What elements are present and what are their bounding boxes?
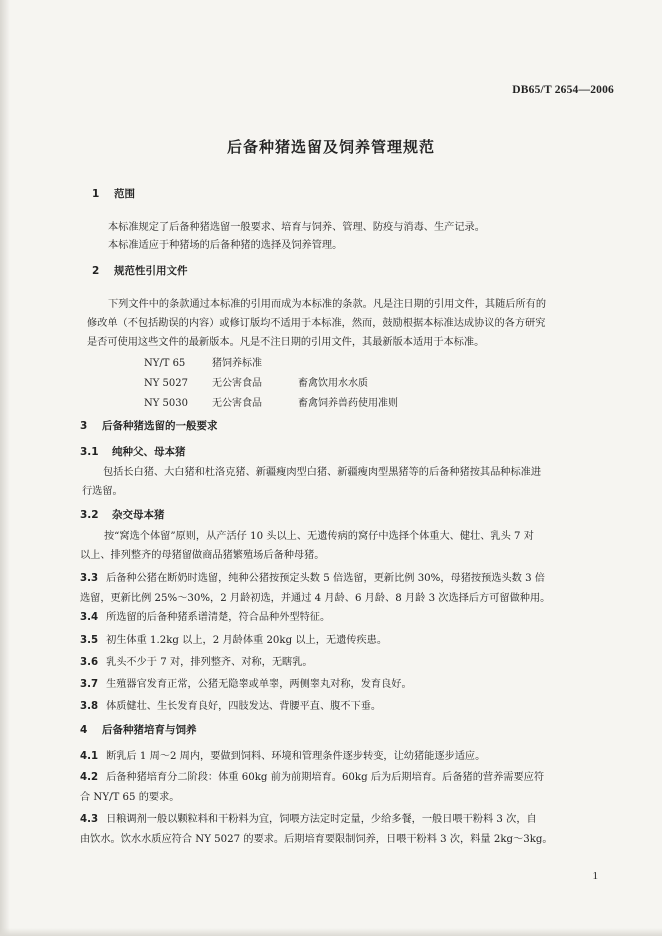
reference-title: 猪饲养标准	[212, 358, 262, 369]
clause-3-6	[80, 653, 313, 672]
page-number: 1	[592, 870, 598, 882]
reference-code: NY 5030	[144, 398, 188, 409]
paragraph-line: 行选留。	[82, 486, 123, 497]
clause-number: 3.8	[80, 701, 99, 712]
clause-3-7	[80, 675, 412, 694]
clause-number: 3.5	[80, 635, 99, 646]
paragraph-line: 后备种公猪在断奶时选留，纯种公猪按预定头数 5 倍选留，更新比例 30%，母猪按预选头数 3 倍	[106, 573, 545, 584]
reference-title: 无公害食品	[212, 378, 262, 389]
paragraph-line: 合 NY/T 65 的要求。	[80, 792, 180, 803]
clause-text: 生殖器官发育正常，公猪无隐睾或单睾，两侧睾丸对称，发育良好。	[106, 679, 412, 690]
subsection-title: 纯种父、母本猪	[112, 446, 186, 458]
section-number: 1	[92, 188, 100, 200]
clause-number: 4.1	[80, 751, 99, 762]
clause-number: 4.2	[80, 772, 99, 783]
paragraph-line: 日粮调剂一般以颗粒料和干粉料为宜，饲喂方法定时定量，少给多餐，一般日喂干粉料 3 次，自	[106, 814, 537, 825]
clause-text: 断乳后 1 周～2 周内，要做到饲料、环境和管理条件逐步转变，让幼猪能逐步适应。	[106, 751, 486, 762]
document-title: 后备种猪选留及饲养管理规范	[226, 138, 435, 156]
paragraph-line: 包括长白猪、大白猪和杜洛克猪、新疆瘦肉型白猪、新疆瘦肉型黑猪等的后备种猪按其品种标准进	[103, 467, 542, 478]
paragraph-line: 修改单（不包括勘误的内容）或修订版均不适用于本标准，然而，鼓励根据本标准达成协议的各方研究	[87, 318, 546, 329]
clause-text: 乳头不少于 7 对，排列整齐、对称，无瞎乳。	[106, 657, 313, 668]
clause-number: 4.3	[80, 814, 99, 825]
paragraph-line: 以上、排列整齐的母猪留做商品猪繁殖场后备种母猪。	[80, 550, 325, 561]
subsection-3-1-heading	[80, 444, 186, 459]
standard-code: DB65/T 2654—2006	[512, 84, 614, 96]
paragraph-line: 本标准规定了后备种猪选留一般要求、培育与饲养、管理、防疫与消毒、生产记录。	[108, 222, 485, 233]
section-number: 4	[80, 724, 88, 736]
clause-3-3	[80, 569, 545, 588]
scan-shadow-bottom	[0, 928, 662, 936]
reference-item	[144, 354, 262, 369]
section-title: 范围	[114, 188, 135, 200]
clause-3-4	[80, 608, 330, 627]
clause-text: 所选留的后备种猪系谱清楚，符合品种外型特征。	[106, 612, 331, 623]
clause-text: 初生体重 1.2kg 以上，2 月龄体重 20kg 以上，无遗传疾患。	[106, 635, 388, 646]
clause-number: 3.3	[80, 573, 99, 584]
paragraph-line: 是否可使用这些文件的最新版本。凡是不注日期的引用文件，其最新版本适用于本标准。	[87, 337, 485, 348]
section-2-heading	[92, 263, 188, 278]
section-title: 规范性引用文件	[114, 265, 188, 277]
clause-text: 体质健壮、生长发育良好，四肢发达、背腰平直、腹不下垂。	[106, 701, 382, 712]
clause-number: 3.6	[80, 657, 99, 668]
paragraph-line: 选留，更新比例 25%～30%，2 月龄初选，并通过 4 月龄、6 月龄、8 月龄 3 次选择后方可留做种用。	[80, 593, 551, 604]
section-number: 3	[80, 420, 88, 432]
paragraph-line: 下列文件中的条款通过本标准的引用而成为本标准的条款。凡是注日期的引用文件，其随后所有的	[108, 299, 547, 310]
clause-4-2	[80, 768, 544, 787]
reference-title: 无公害食品	[212, 398, 262, 409]
paragraph-line: 后备种猪培育分二阶段：体重 60kg 前为前期培育。60kg 后为后期培育。后备猪的营养需要应符	[106, 772, 545, 783]
clause-3-5	[80, 631, 387, 650]
section-1-heading	[92, 186, 135, 201]
reference-item	[144, 374, 368, 389]
clause-4-1	[80, 747, 485, 766]
subsection-3-2-heading	[80, 507, 165, 522]
reference-subtitle: 畜禽饮用水水质	[298, 378, 368, 389]
paragraph-line: 按“窝选个体留”原则，从产活仔 10 头以上、无遗传病的窝仔中选择个体重大、健壮、乳头 7 对	[104, 531, 534, 542]
reference-code: NY/T 65	[144, 358, 186, 369]
section-title: 后备种猪选留的一般要求	[102, 420, 218, 432]
clause-number: 3.4	[80, 612, 99, 623]
section-3-heading	[80, 418, 218, 433]
paragraph-line: 由饮水。饮水水质应符合 NY 5027 的要求。后期培育要限制饲养，日喂干粉料 3 次，料量 2kg～3kg。	[80, 834, 553, 845]
clause-4-3	[80, 810, 537, 829]
section-4-heading	[80, 722, 197, 737]
section-title: 后备种猪培育与饲养	[102, 724, 197, 736]
paragraph-line: 本标准适应于种猪场的后备种猪的选择及饲养管理。	[108, 240, 343, 251]
clause-number: 3.7	[80, 679, 99, 690]
subsection-title: 杂交母本猪	[112, 509, 165, 521]
reference-code: NY 5027	[144, 378, 188, 389]
subsection-number: 3.1	[80, 446, 99, 458]
subsection-number: 3.2	[80, 509, 99, 521]
clause-3-8	[80, 697, 381, 716]
section-number: 2	[92, 265, 100, 277]
reference-subtitle: 畜禽饲养兽药使用准则	[298, 398, 398, 409]
reference-item	[144, 394, 398, 409]
